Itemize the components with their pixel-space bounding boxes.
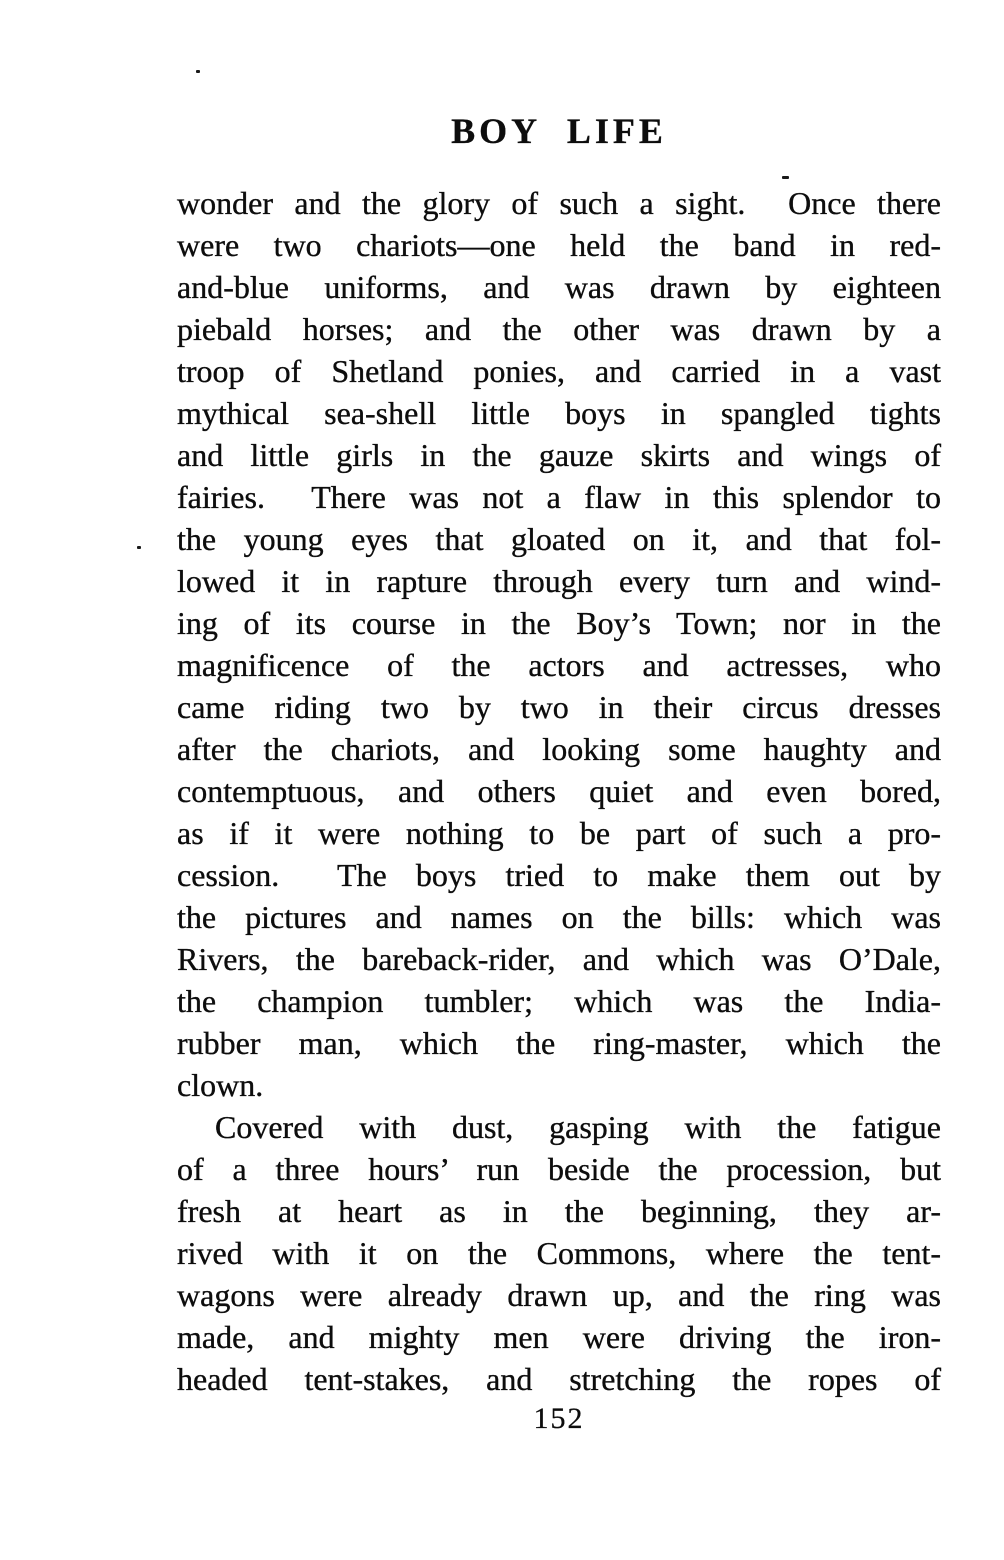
text-line: piebald horses; and the other was drawn by a — [177, 311, 941, 347]
text-line: the champion tumbler; which was the India- — [177, 983, 941, 1019]
text-line: headed tent-stakes, and stretching the ropes of — [177, 1361, 941, 1397]
text-line: rived with it on the Commons, where the tent- — [177, 1235, 941, 1271]
text-line: and little girls in the gauze skirts and wings of — [177, 437, 941, 473]
text-line: troop of Shetland ponies, and carried in a vast — [177, 353, 941, 389]
scan-speck — [782, 176, 789, 179]
text-line: magnificence of the actors and actresses, who — [177, 647, 941, 683]
text-line: made, and mighty men were driving the iron- — [177, 1319, 941, 1355]
text-line: as if it were nothing to be part of such a pro- — [177, 815, 941, 851]
text-line: fairies. There was not a flaw in this splendor to — [177, 479, 941, 515]
text-line: Rivers, the bareback-rider, and which was O’Dale, — [177, 941, 941, 977]
text-line: after the chariots, and looking some haughty and — [177, 731, 941, 767]
running-head: BOY LIFE — [451, 111, 667, 151]
text-line: and-blue uniforms, and was drawn by eighteen — [177, 269, 941, 305]
text-line: fresh at heart as in the beginning, they ar- — [177, 1193, 941, 1229]
text-line: wagons were already drawn up, and the ring was — [177, 1277, 941, 1313]
text-line: lowed it in rapture through every turn and wind- — [177, 563, 941, 599]
text-line: clown. — [177, 1067, 264, 1103]
body-text — [177, 182, 941, 1400]
text-line: came riding two by two in their circus dresses — [177, 689, 941, 725]
text-line: cession. The boys tried to make them out by — [177, 857, 941, 893]
text-line: ing of its course in the Boy’s Town; nor in the — [177, 605, 941, 641]
text-line: Covered with dust, gasping with the fatigue — [215, 1109, 941, 1145]
scan-speck — [196, 70, 200, 73]
text-line: contemptuous, and others quiet and even bored, — [177, 773, 941, 809]
text-line: wonder and the glory of such a sight. Once there — [177, 185, 941, 221]
text-line: the pictures and names on the bills: which was — [177, 899, 941, 935]
text-line: were two chariots—one held the band in red- — [177, 227, 941, 263]
text-line: rubber man, which the ring-master, which the — [177, 1025, 941, 1061]
page-number: 152 — [533, 1402, 585, 1435]
text-line: mythical sea-shell little boys in spangled tights — [177, 395, 941, 431]
text-line: of a three hours’ run beside the procession, but — [177, 1151, 941, 1187]
scan-speck — [137, 546, 141, 549]
text-line: the young eyes that gloated on it, and that fol- — [177, 521, 941, 557]
